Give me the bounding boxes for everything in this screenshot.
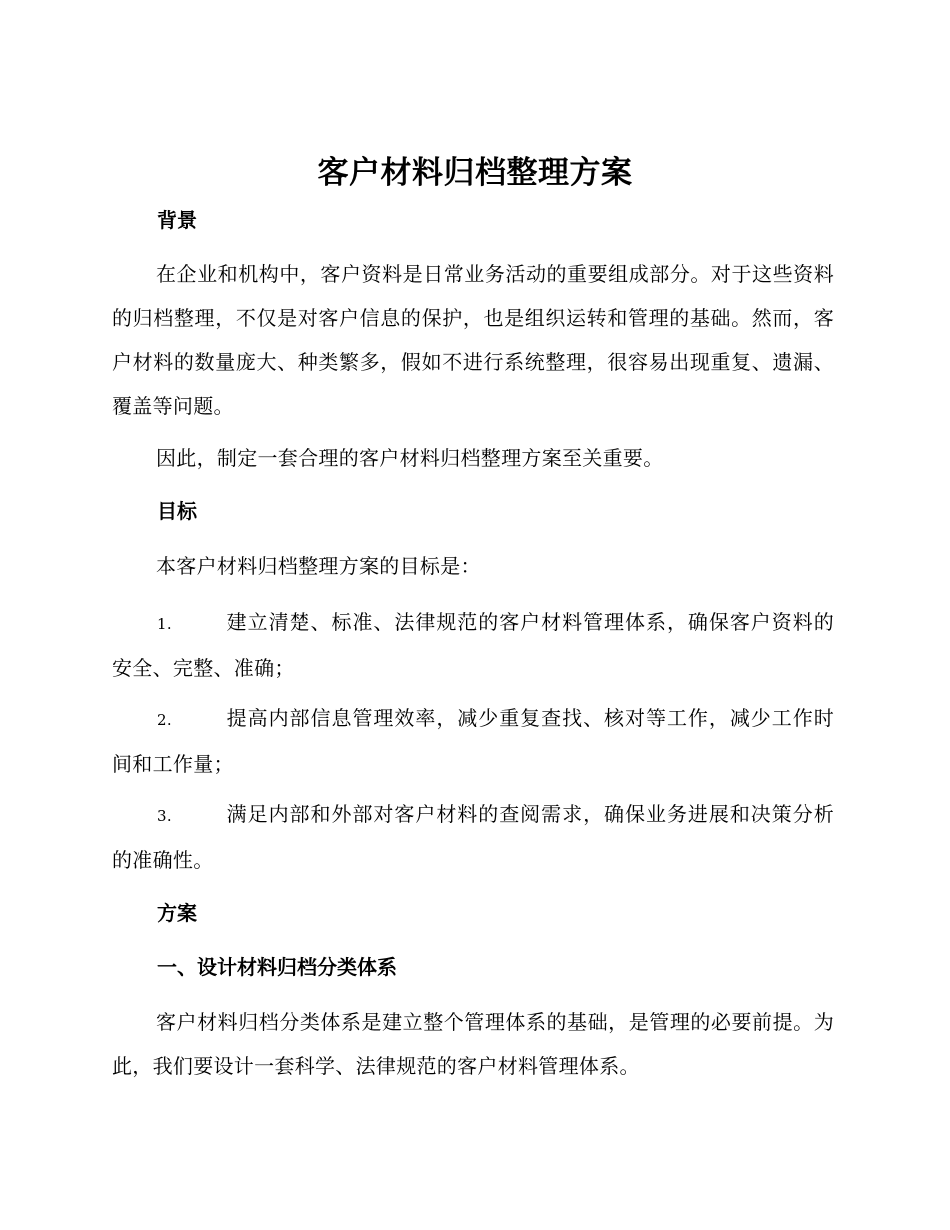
goal-item-number: 2. [157,711,172,729]
goals-heading: 目标 [157,499,197,523]
section-1-paragraph: 客户材料归档分类体系是建立整个管理体系的基础，是管理的必要前提。为此，我们要设计一套科学、法律规范的客户材料管理体系。 [112,1010,834,1078]
background-paragraph-1: 在企业和机构中，客户资料是日常业务活动的重要组成部分。对于这些资料的归档整理，不仅是对客户信息的保护，也是组织运转和管理的基础。然而，客户材料的数量庞大、种类繁多，假如不进行系统整理，很容易出现重复、遗漏、覆盖等问题。 [112,262,834,418]
goal-item-number: 3. [157,807,172,825]
document-title: 客户材料归档整理方案 [317,155,633,191]
section-1-heading: 一、设计材料归档分类体系 [157,955,397,979]
goal-item-1 [112,600,834,690]
goal-item-text: 建立清楚、标准、法律规范的客户材料管理体系，确保客户资料的安全、完整、准确； [112,610,834,680]
background-heading: 背景 [157,208,197,232]
goals-intro: 本客户材料归档整理方案的目标是： [156,554,481,578]
background-paragraph-2: 因此，制定一套合理的客户材料归档整理方案至关重要。 [156,446,664,470]
plan-heading: 方案 [157,901,197,925]
goal-item-3 [112,792,834,882]
goal-item-text: 提高内部信息管理效率，减少重复查找、核对等工作，减少工作时间和工作量； [112,706,834,776]
goal-item-text: 满足内部和外部对客户材料的查阅需求，确保业务进展和决策分析的准确性。 [112,802,834,872]
goal-item-number: 1. [157,615,172,633]
goal-item-2 [112,696,834,786]
